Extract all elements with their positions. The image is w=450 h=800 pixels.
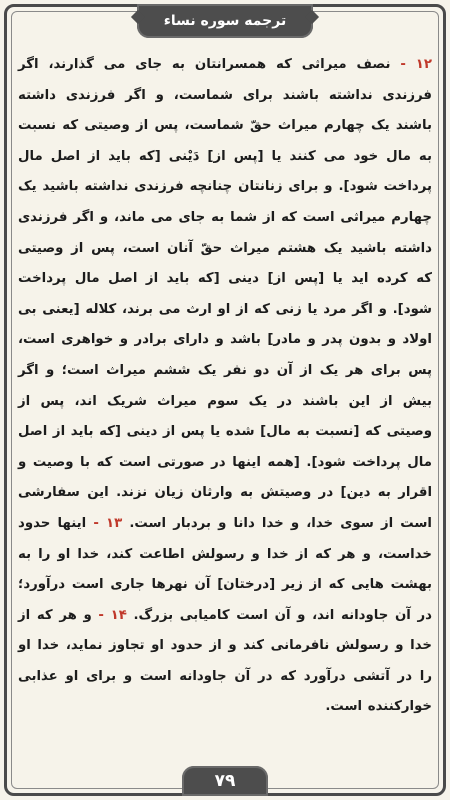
verse-number-12: ۱۲ - — [400, 57, 433, 72]
verse-number-13: ۱۳ - — [93, 515, 123, 531]
surah-title: ترجمه سوره نساء — [163, 13, 287, 29]
surah-title-badge — [137, 4, 313, 38]
translation-text — [18, 50, 432, 750]
verse-text-13: اینها حدود خداست، و هر که از خدا و رسولش اطاعت کند، خدا او را به بهشت هایی که از زیر [درختان] آن نهرها جاری است درآورد؛ در آن جاودانه اند، و آن است کامیابی بزرگ. — [18, 515, 432, 623]
page-number-badge — [182, 766, 268, 796]
page-number: ۷۹ — [214, 771, 236, 791]
translation-paragraph — [18, 50, 432, 723]
verse-text-12: نصف میراثی که همسرانتان به جای می گذارند، اگر فرزندی نداشته باشند برای شماست، و اگر فرزندی داشته باشند یک چهارم میراث حقّ شماست، پس از وصیتی که نسبت به مال خود می کنند یا [پس از] دَیْنی [که باید از اصل مال پرداخت شود]. و برای زنانتان چنانچه فرزندی نداشته باشید یک چهارم میراثی است که از شما به جای می ماند، و اگر فرزندی داشته باشید یک هشتم میراث حقّ آنان است، پس از وصیتی که کرده اید یا [پس از] دینی [که باید از اصل مال پرداخت شود]. و اگر مرد یا زنی که از او ارث می برند، کلاله [یعنی بی اولاد و بدون پدر و مادر] باشد و دارای برادر و خواهری است، پس برای هر یک از آن دو نفر یک ششم میراث است؛ و اگر بیش از این باشند در یک سوم میراث شریک اند، پس از وصیتی که [نسبت به مال] شده یا پس از دینی [که باید از اصل مال پرداخت شود]. [همه اینها در صورتی است که با وصیت و اقرار به دین] در وصیتش به وارثان زیان نزند. این سفارشی است از سوی خدا، و خدا دانا و بردبار است. — [18, 57, 432, 531]
verse-text-14: و هر که از خدا و رسولش نافرمانی کند و از حدود او تجاوز نماید، خدا او را در آتشی درآورد که در آن جاودانه است و برای او عذابی خوارکننده است. — [18, 607, 432, 715]
verse-number-14: ۱۴ - — [98, 607, 127, 623]
